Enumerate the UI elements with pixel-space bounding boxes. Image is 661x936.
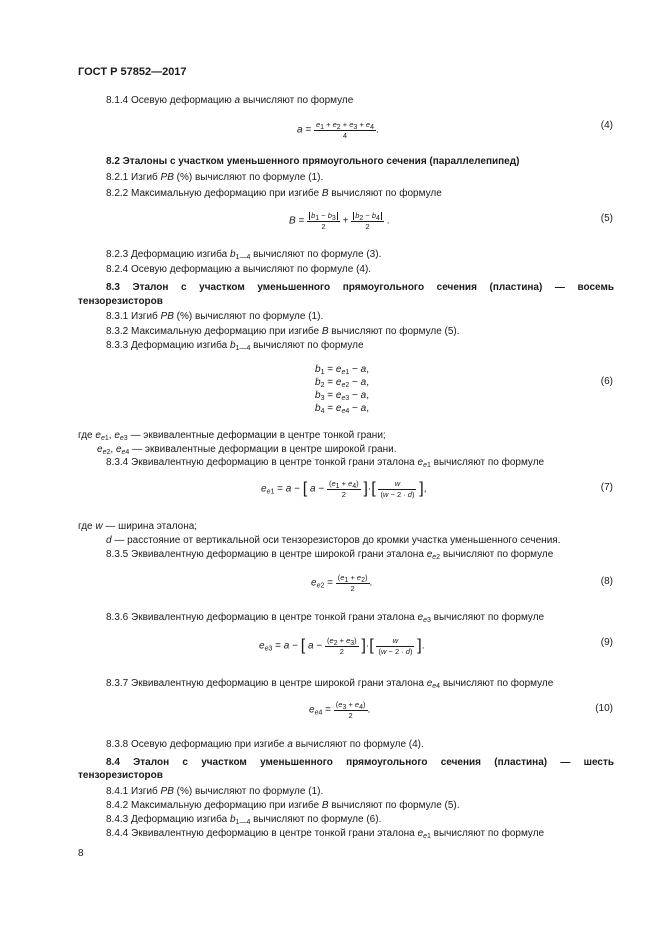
section-8-3-heading: 8.3 Эталон с участком уменьшенного прямоугольного сечения (пластина) — восемь xyxy=(106,282,614,293)
formula-6-line-3: $b_3 = e_{e3} - a$, xyxy=(315,390,369,402)
page-number: 8 xyxy=(78,848,84,859)
formula-6-line-4: $b_4 = e_{e4} - a$, xyxy=(315,403,369,415)
para-8-3-3: 8.3.3 Деформацию изгиба $b_{1—4}$ вычисляют по формуле xyxy=(106,340,364,352)
para-8-2-4: 8.2.4 Осевую деформацию a вычисляют по формуле (4). xyxy=(106,264,372,275)
document-id-header: ГОСТ Р 57852—2017 xyxy=(78,66,187,78)
formula-number-6: (6) xyxy=(600,376,613,387)
para-8-2-3: 8.2.3 Деформацию изгиба $b_{1—4}$ вычисляют по формуле (3). xyxy=(106,249,382,261)
formula-10: $e_{e4}$ = $\frac{(e_3 + e_4)}{2}$ . xyxy=(309,700,371,720)
section-8-3-heading-cont: тензорезисторов xyxy=(78,296,163,307)
para-8-1-4: 8.1.4 Осевую деформацию a вычисляют по формуле xyxy=(106,95,354,106)
formula-number-5: (5) xyxy=(600,213,613,224)
para-8-4-1: 8.4.1 Изгиб PB (%) вычисляют по формуле (1). xyxy=(106,786,324,797)
formula-number-4: (4) xyxy=(600,120,613,131)
para-8-3-1: 8.3.1 Изгиб PB (%) вычисляют по формуле (1). xyxy=(106,311,324,322)
formula-number-7: (7) xyxy=(600,482,613,493)
para-8-2-1: 8.2.1 Изгиб PB (%) вычисляют по формуле (1). xyxy=(106,172,324,183)
section-8-2-heading: 8.2 Эталоны с участком уменьшенного прямоугольного сечения (параллелепипед) xyxy=(106,156,520,167)
para-8-3-6: 8.3.6 Эквивалентную деформацию в центре тонкой грани эталона $e_{e3}$ вычисляют по формуле xyxy=(106,612,545,624)
section-8-4-heading: 8.4 Эталон с участком уменьшенного прямоугольного сечения (пластина) — шесть xyxy=(106,757,614,768)
formula-9: $e_{e3} = a$ − [ a − $\frac{(e_2 + e_3)}{2}$ ]·[ $\frac{w}{(w - 2 \cdot d)}$ ]. xyxy=(259,636,425,656)
para-8-2-2: 8.2.2 Максимальную деформацию при изгибе B вычисляют по формуле xyxy=(106,188,442,199)
where-w: где w — ширина эталона; xyxy=(78,521,198,532)
formula-6-line-1: $b_1 = e_{e1} - a$, xyxy=(315,364,369,376)
formula-number-9: (9) xyxy=(600,637,613,648)
where-d: d — расстояние от вертикальной оси тензорезисторов до кромки участка уменьшенного сечения. xyxy=(106,535,561,546)
formula-number-8: (8) xyxy=(600,576,613,587)
para-8-3-5: 8.3.5 Эквивалентную деформацию в центре широкой грани эталона $e_{e2}$ вычисляют по формуле xyxy=(106,549,554,561)
formula-number-10: (10) xyxy=(595,703,613,714)
para-8-3-2: 8.3.2 Максимальную деформацию при изгибе B вычисляют по формуле (5). xyxy=(106,326,460,337)
formula-7: $e_{e1} = a$ − [ a − $\frac{(e_1 + e_4)}{2}$ ]·[ $\frac{w}{(w - 2 \cdot d)}$ ], xyxy=(261,479,427,499)
para-8-3-8: 8.3.8 Осевую деформацию при изгибе a вычисляют по формуле (4). xyxy=(106,739,424,750)
para-8-3-4: 8.3.4 Эквивалентную деформацию в центре тонкой грани эталона $e_{e1}$ вычисляют по формуле xyxy=(106,457,545,469)
formula-5: B = $\frac{b_1 - b_3}{2}$ + $\frac{b_2 - b_4}{2}$ . xyxy=(289,211,390,231)
where-ee2-ee4: $e_{e2}$, $e_{e4}$ — эквивалентные деформации в центре широкой грани. xyxy=(97,444,397,456)
para-8-4-2: 8.4.2 Максимальную деформацию при изгибе B вычисляют по формуле (5). xyxy=(106,800,460,811)
section-8-4-heading-cont: тензорезисторов xyxy=(78,770,163,781)
formula-8: $e_{e2}$ = $\frac{(e_1 + e_2)}{2}$ . xyxy=(311,573,373,593)
formula-4: a = $\frac{e_1 + e_2 + e_3 + e_4}{4}$ . xyxy=(297,120,379,140)
para-8-4-3: 8.4.3 Деформацию изгиба $b_{1—4}$ вычисляют по формуле (6). xyxy=(106,814,382,826)
formula-6-line-2: $b_2 = e_{e2} - a$, xyxy=(315,377,369,389)
where-ee1-ee3: где $e_{e1}$, $e_{e3}$ — эквивалентные деформации в центре тонкой грани; xyxy=(78,430,386,442)
para-8-3-7: 8.3.7 Эквивалентную деформацию в центре широкой грани эталона $e_{e4}$ вычисляют по формуле xyxy=(106,678,554,690)
para-8-4-4: 8.4.4 Эквивалентную деформацию в центре тонкой грани эталона $e_{e1}$ вычисляют по формуле xyxy=(106,828,545,840)
